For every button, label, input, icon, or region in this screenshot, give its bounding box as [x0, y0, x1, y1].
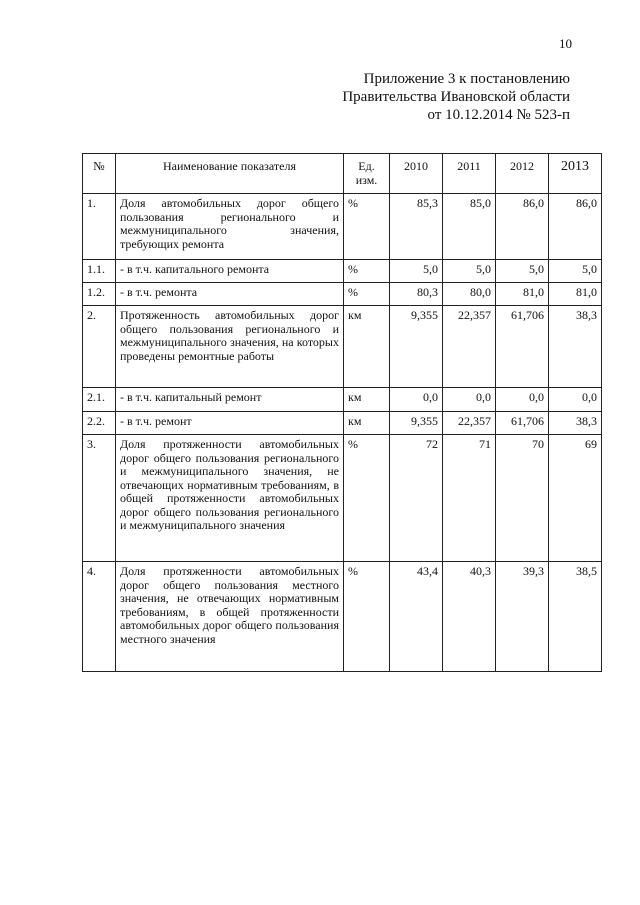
value-2012: 61,706 [496, 306, 549, 388]
value-2010: 80,3 [390, 283, 443, 306]
value-2013: 0,0 [549, 388, 602, 412]
appendix-line-2: Правительства Ивановской области [342, 89, 570, 105]
value-2013: 38,5 [549, 562, 602, 672]
row-number: 3. [83, 435, 116, 562]
unit-cell: км [344, 306, 390, 388]
table-row [83, 194, 602, 260]
value-2013: 81,0 [549, 283, 602, 306]
value-2012: 5,0 [496, 260, 549, 283]
value-2013: 38,3 [549, 306, 602, 388]
appendix-line-1: Приложение 3 к постановлению [363, 71, 570, 87]
indicators-table [82, 153, 602, 672]
header-2012: 2012 [496, 154, 549, 194]
value-2012: 39,3 [496, 562, 549, 672]
value-2010: 0,0 [390, 388, 443, 412]
value-2013: 86,0 [549, 194, 602, 260]
unit-cell: % [344, 435, 390, 562]
indicator-name: - в т.ч. капитального ремонта [116, 260, 344, 283]
value-2011: 5,0 [443, 260, 496, 283]
indicator-name: - в т.ч. ремонт [116, 412, 344, 435]
value-2010: 85,3 [390, 194, 443, 260]
header-name: Наименование показателя [116, 154, 344, 194]
indicator-name: Доля протяженности автомобильных дорог общего пользования регионального и межмуниципального значения, не отвечающих нормативным требованиям, в общей протяженности автомобильных дорог общего пользования регионального и межмуниципального значения [116, 435, 344, 562]
indicator-name: Доля протяженности автомобильных дорог общего пользования местного значения, не отвечающих нормативным требованиям, в общей протяженности автомобильных дорог общего пользования местного значения [116, 562, 344, 672]
row-number: 1. [83, 194, 116, 260]
table-header-row [83, 154, 602, 194]
value-2010: 9,355 [390, 306, 443, 388]
value-2010: 72 [390, 435, 443, 562]
row-number: 1.2. [83, 283, 116, 306]
appendix-header [270, 70, 570, 124]
value-2013: 5,0 [549, 260, 602, 283]
indicator-name: Протяженность автомобильных дорог общего пользования регионального и межмуниципального значения, на которых проведены ремонтные работы [116, 306, 344, 388]
value-2011: 71 [443, 435, 496, 562]
unit-cell: % [344, 283, 390, 306]
row-number: 2.2. [83, 412, 116, 435]
value-2012: 70 [496, 435, 549, 562]
value-2010: 43,4 [390, 562, 443, 672]
header-2013: 2013 [549, 154, 602, 194]
value-2011: 0,0 [443, 388, 496, 412]
table-row [83, 283, 602, 306]
page-number: 10 [559, 36, 572, 51]
value-2012: 86,0 [496, 194, 549, 260]
value-2012: 81,0 [496, 283, 549, 306]
header-num: № [83, 154, 116, 194]
appendix-line-3: от 10.12.2014 № 523-п [427, 107, 570, 123]
indicator-name: Доля автомобильных дорог общего пользования регионального и межмуниципального значения, требующих ремонта [116, 194, 344, 260]
unit-cell: % [344, 260, 390, 283]
table-row [83, 435, 602, 562]
indicator-name: - в т.ч. капитальный ремонт [116, 388, 344, 412]
header-2011: 2011 [443, 154, 496, 194]
header-unit: Ед. изм. [344, 154, 390, 194]
row-number: 2. [83, 306, 116, 388]
row-number: 4. [83, 562, 116, 672]
value-2010: 9,355 [390, 412, 443, 435]
unit-cell: км [344, 412, 390, 435]
indicator-name: - в т.ч. ремонта [116, 283, 344, 306]
value-2011: 22,357 [443, 412, 496, 435]
table-row [83, 306, 602, 388]
header-2010: 2010 [390, 154, 443, 194]
unit-cell: % [344, 194, 390, 260]
unit-cell: км [344, 388, 390, 412]
unit-cell: % [344, 562, 390, 672]
row-number: 1.1. [83, 260, 116, 283]
value-2013: 38,3 [549, 412, 602, 435]
value-2010: 5,0 [390, 260, 443, 283]
table-row [83, 260, 602, 283]
table-row [83, 388, 602, 412]
value-2011: 22,357 [443, 306, 496, 388]
value-2011: 40,3 [443, 562, 496, 672]
value-2011: 85,0 [443, 194, 496, 260]
value-2011: 80,0 [443, 283, 496, 306]
value-2012: 61,706 [496, 412, 549, 435]
value-2013: 69 [549, 435, 602, 562]
table-row [83, 412, 602, 435]
value-2012: 0,0 [496, 388, 549, 412]
row-number: 2.1. [83, 388, 116, 412]
table-row [83, 562, 602, 672]
